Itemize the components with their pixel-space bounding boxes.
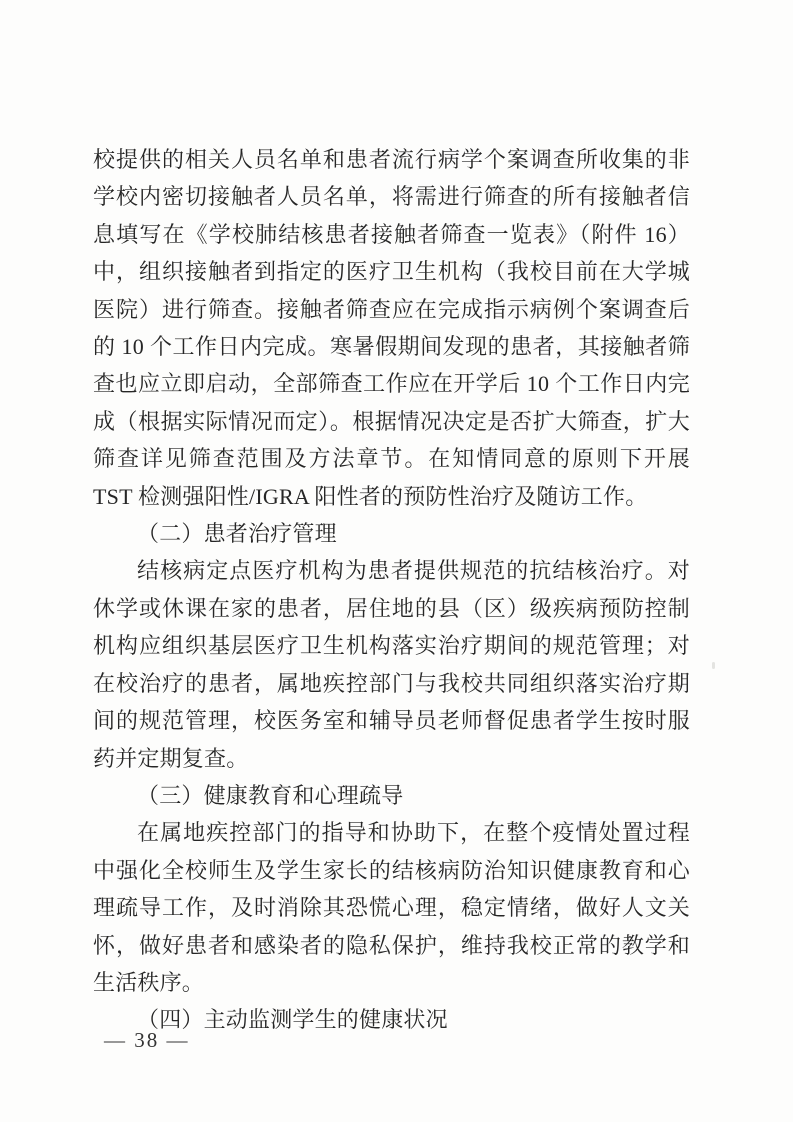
paragraph-treatment-management: 结核病定点医疗机构为患者提供规范的抗结核治疗。对休学或休课在家的患者，居住地的县（区）级疾病预防控制机构应组织基层医疗卫生机构落实治疗期间的规范管理；对在校治疗的患者，属地疾控部门与我校共同组织落实治疗期间的规范管理，校医务室和辅导员老师督促患者学生按时服药并定期复查。	[93, 558, 690, 771]
paragraph-continuation: 校提供的相关人员名单和患者流行病学个案调查所收集的非学校内密切接触者人员名单，将需进行筛查的所有接触者信息填写在《学校肺结核患者接触者筛查一览表》（附件 16）中，组织接触者到指定的医疗卫生机构（我校目前在大学城医院）进行筛查。接触者筛查应在完成指示病例个案调查后的 10 个工作日内完成。寒暑假期间发现的患者，其接触者筛查也应立即启动，全部筛查工作应在开学后 10 个工作日内完成（根据实际情况而定）。根据情况决定是否扩大筛查，扩大筛查详见筛查范围及方法章节。在知情同意的原则下开展 TST 检测强阳性/IGRA 阳性者的预防性治疗及随访工作。	[93, 147, 690, 509]
scan-artifact	[712, 662, 715, 669]
page-number: — 38 —	[104, 1028, 190, 1052]
section-heading-2: （二）患者治疗管理	[137, 521, 337, 547]
document-body	[93, 141, 690, 1039]
section-heading-3: （三）健康教育和心理疏导	[137, 782, 404, 808]
section-heading-4: （四）主动监测学生的健康状况	[137, 1007, 448, 1033]
paragraph-health-education: 在属地疾控部门的指导和协助下，在整个疫情处置过程中强化全校师生及学生家长的结核病防治知识健康教育和心理疏导工作，及时消除其恐慌心理，稳定情绪，做好人文关怀，做好患者和感染者的隐私保护，维持我校正常的教学和生活秩序。	[93, 820, 690, 995]
